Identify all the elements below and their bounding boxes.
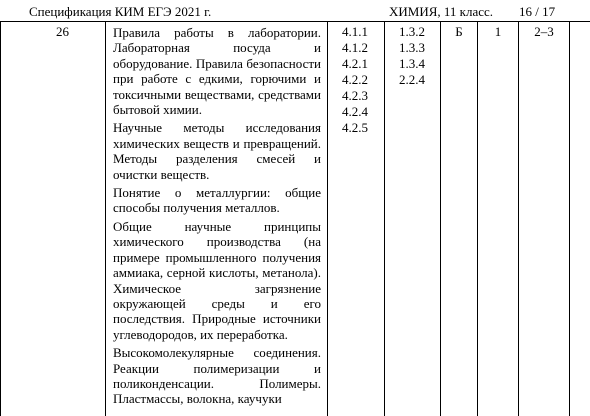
content-codes [342, 24, 368, 136]
difficulty-level: Б [455, 24, 463, 39]
table-top-border [0, 21, 590, 22]
content-code: 4.1.1 [342, 24, 368, 39]
requirement-codes [399, 24, 425, 88]
content-code: 4.2.3 [342, 88, 368, 103]
header-page-number: 16 / 17 [519, 4, 556, 19]
requirement-code: 1.3.3 [399, 40, 425, 55]
header-subject: ХИМИЯ, 11 класс. [389, 4, 494, 19]
topic-paragraph: Понятие о металлургии: общие способы получения металлов. [113, 185, 321, 216]
spec-table [0, 21, 590, 416]
table-divider-7 [569, 21, 570, 416]
table-border-left [0, 21, 1, 416]
requirement-code: 2.2.4 [399, 72, 425, 87]
content-code: 4.2.2 [342, 72, 368, 87]
table-divider-3 [384, 21, 385, 416]
topics-cell [113, 25, 321, 410]
table-divider-2 [327, 21, 328, 416]
table-divider-1 [105, 21, 106, 416]
task-number: 26 [56, 24, 69, 39]
content-code: 4.2.1 [342, 56, 368, 71]
max-score: 1 [494, 24, 502, 39]
topic-paragraph: Научные методы исследования химических веществ и превращений. Методы разделения смесей и очистки веществ. [113, 120, 321, 182]
requirement-code: 1.3.2 [399, 24, 425, 39]
topic-paragraph: Высокомолекулярные соединения. Реакции полимеризации и поликонденсации. Полимеры. Пластмассы, волокна, каучуки [113, 345, 321, 407]
approx-time: 2–3 [534, 24, 554, 39]
topic-paragraph: Общие научные принципы химического производства (на примере промышленного получения аммиака, серной кислоты, метанола). Химическое загрязнение окружающей среды и его последствия. Природные источники углеводородов, их переработка. [113, 218, 321, 342]
table-divider-4 [440, 21, 441, 416]
topic-paragraph: Правила работы в лаборатории. Лабораторная посуда и оборудование. Правила безопасности при работе с едкими, горючими и токсичными веществами, средствами бытовой химии. [113, 25, 321, 118]
requirement-code: 1.3.4 [399, 56, 425, 71]
table-divider-6 [518, 21, 519, 416]
content-code: 4.2.5 [342, 120, 368, 135]
table-divider-5 [477, 21, 478, 416]
page-header [0, 0, 590, 20]
content-code: 4.1.2 [342, 40, 368, 55]
header-spec-title: Спецификация КИМ ЕГЭ 2021 г. [29, 4, 212, 19]
content-code: 4.2.4 [342, 104, 368, 119]
